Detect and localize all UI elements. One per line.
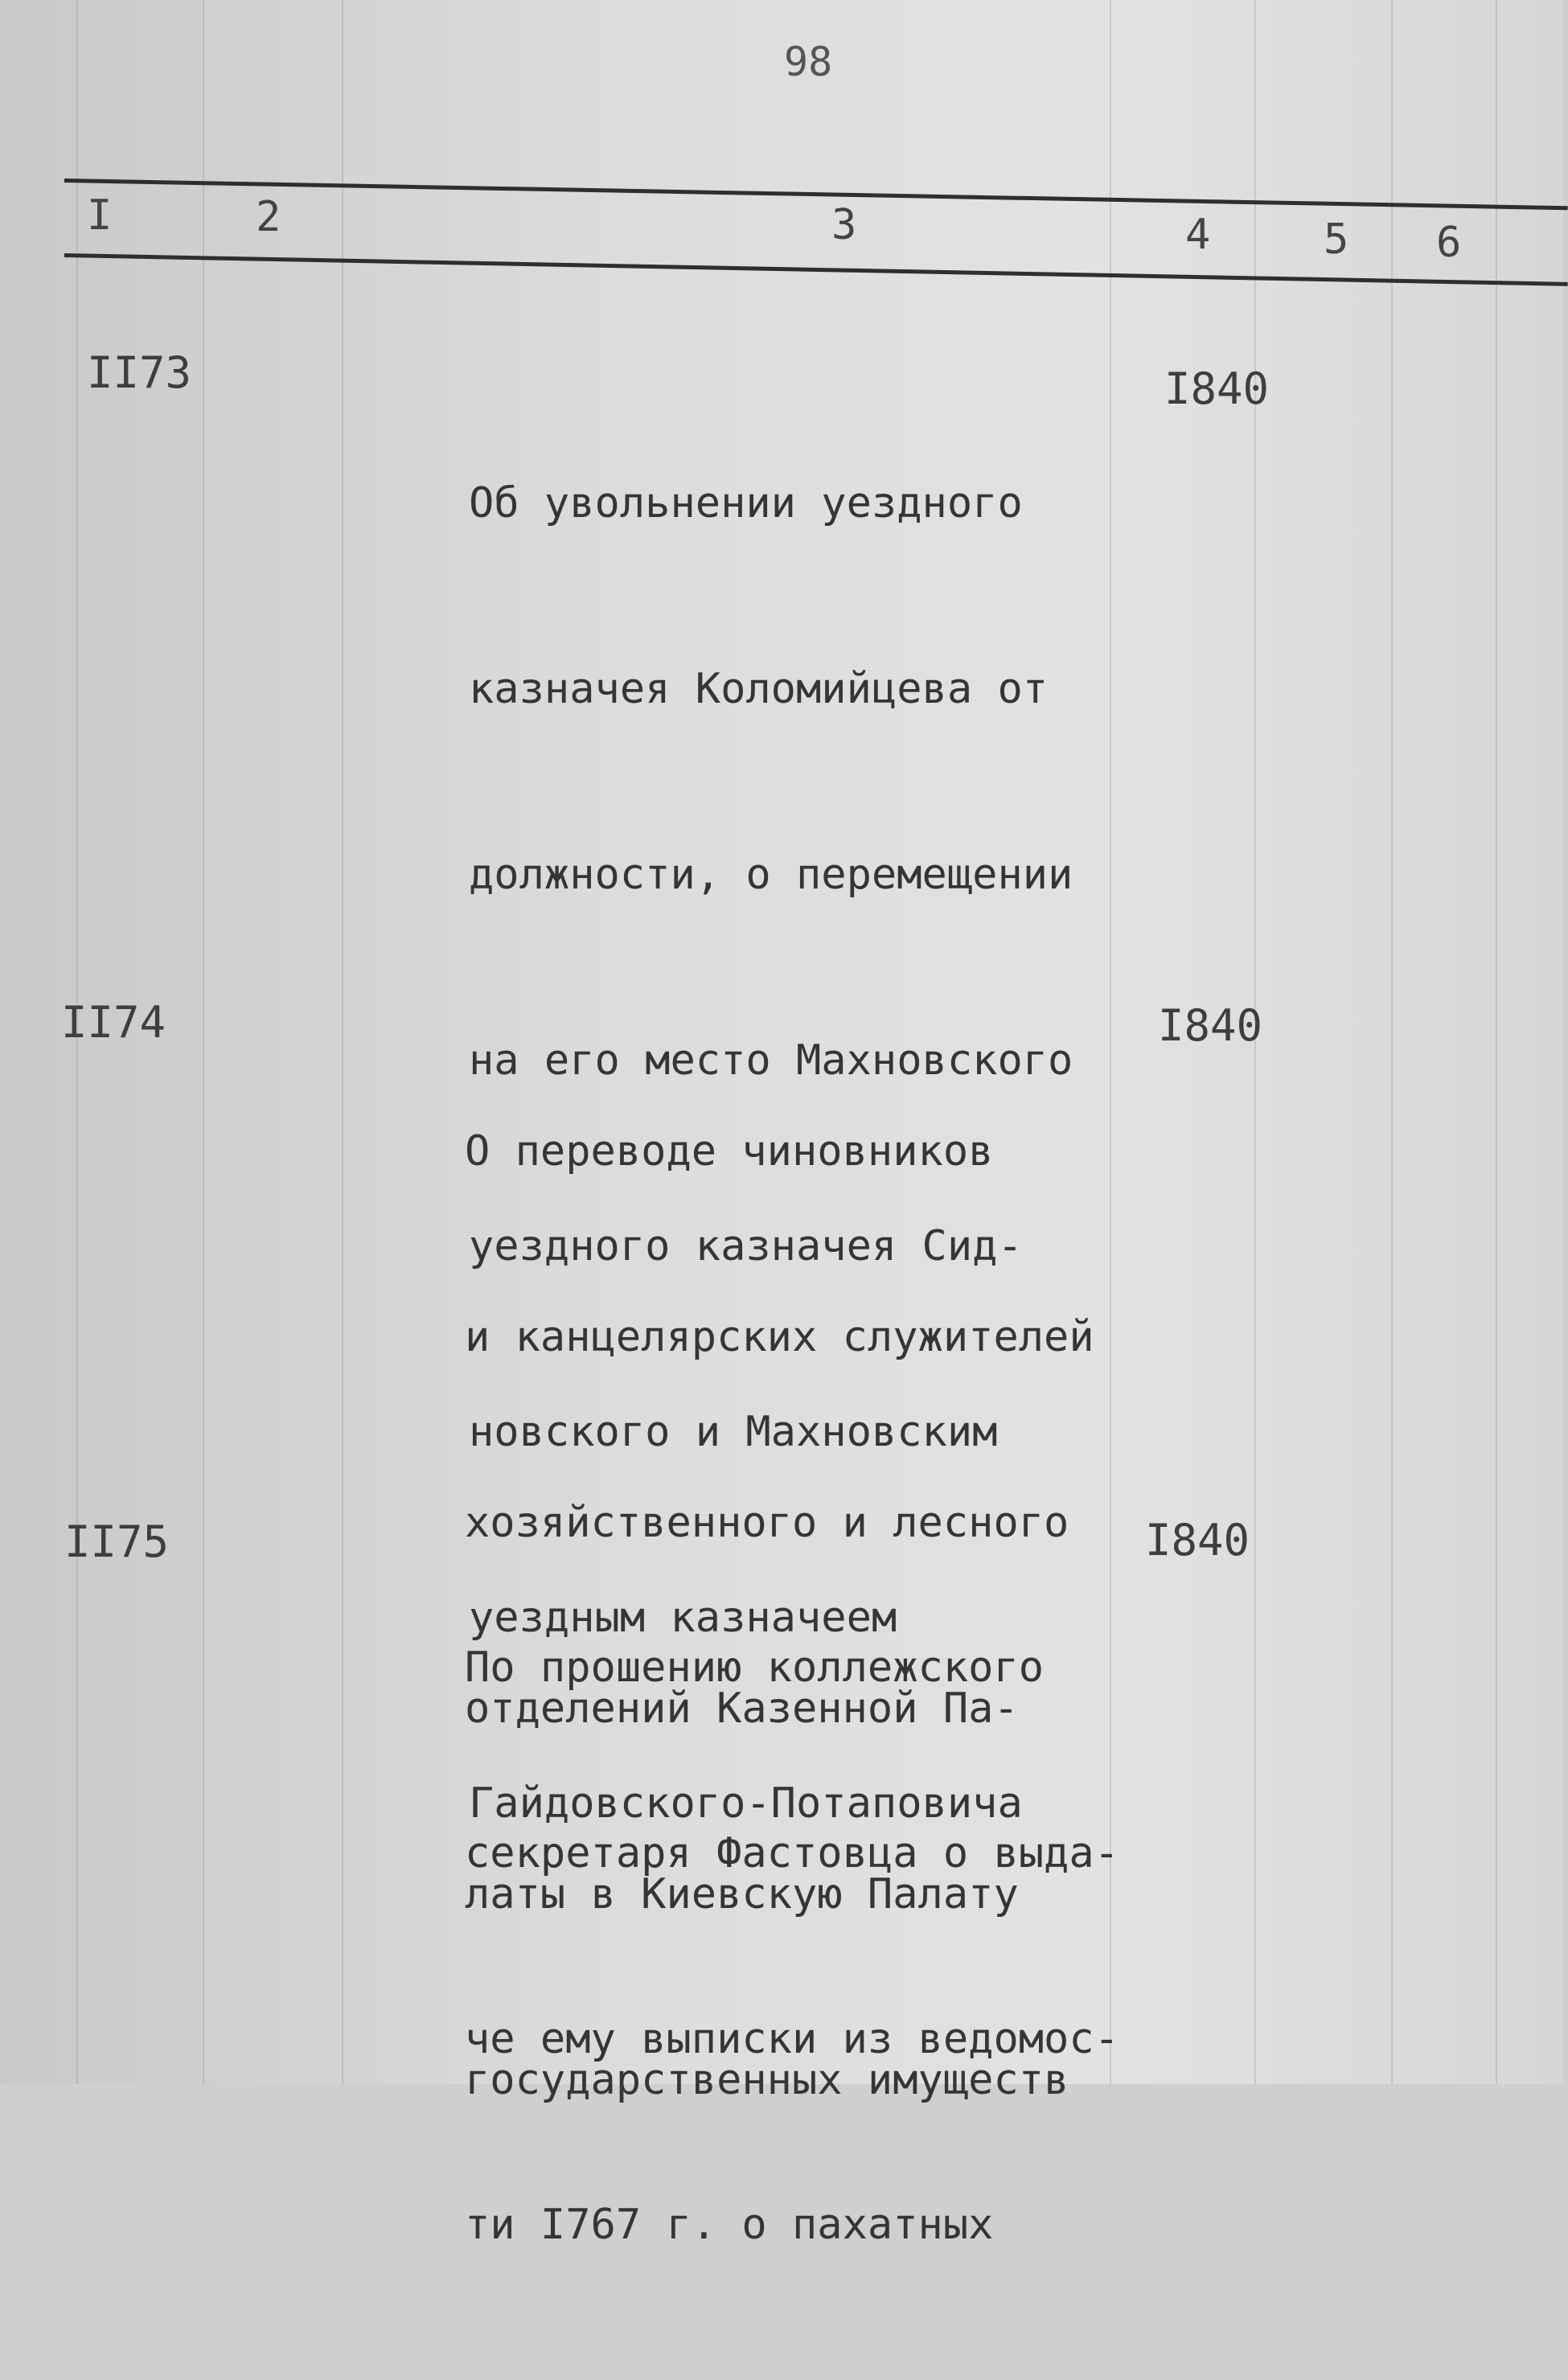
entry-line: секретаря Фастовца о выда- <box>465 1829 1119 1877</box>
column-number-4: 4 <box>1185 211 1211 259</box>
entry-number: II74 <box>61 997 166 1048</box>
entry-year: I840 <box>1164 363 1270 414</box>
entry-line: Гайдовского-Потаповича <box>469 1779 1023 1828</box>
entry-year: I840 <box>1145 1515 1250 1565</box>
entry-line: на его место Махновского <box>469 1036 1073 1085</box>
entry-line: че ему выписки из ведомос- <box>465 2015 1119 2063</box>
column-guide-line <box>342 0 343 2084</box>
column-guide-line <box>1496 0 1497 2084</box>
entry-line: новского и Махновским <box>469 1408 998 1456</box>
entry-line: хозяйственного и лесного <box>465 1499 1069 1547</box>
column-number-3: 3 <box>831 201 857 249</box>
column-guide-line <box>1391 0 1393 2084</box>
column-number-2: 2 <box>256 193 281 241</box>
entry-line: должности, о перемещении <box>469 851 1073 899</box>
column-number-1: I <box>87 191 113 240</box>
entry-line: По прошению коллежского <box>465 1643 1045 1692</box>
page-number: 98 <box>784 39 833 85</box>
entry-line: уездным казначеем <box>469 1594 897 1642</box>
entry-line: О переводе чиновников <box>465 1127 994 1176</box>
entry-line: ти I767 г. о пахатных <box>465 2201 994 2249</box>
entry-description <box>465 1513 1119 2380</box>
entry-line: латы в Киевскую Палату <box>465 1870 1019 1918</box>
column-number-6: 6 <box>1436 219 1462 267</box>
entry-line: уездного казначея Сид- <box>469 1222 1023 1270</box>
entry-number: II75 <box>64 1516 170 1567</box>
entry-year: I840 <box>1158 1000 1263 1051</box>
entry-line: государственных имуществ <box>465 2056 1069 2104</box>
column-guide-line <box>203 0 204 2084</box>
entry-line: казначея Коломийцева от <box>469 665 1049 713</box>
entry-line: Об увольнении уездного <box>469 479 1023 527</box>
entry-line: и канцелярских служителей <box>465 1313 1094 1361</box>
entry-line: отделений Казенной Па- <box>465 1684 1019 1733</box>
entry-number: II73 <box>87 347 192 398</box>
column-number-5: 5 <box>1324 215 1349 264</box>
header-top-rule <box>64 178 1568 210</box>
